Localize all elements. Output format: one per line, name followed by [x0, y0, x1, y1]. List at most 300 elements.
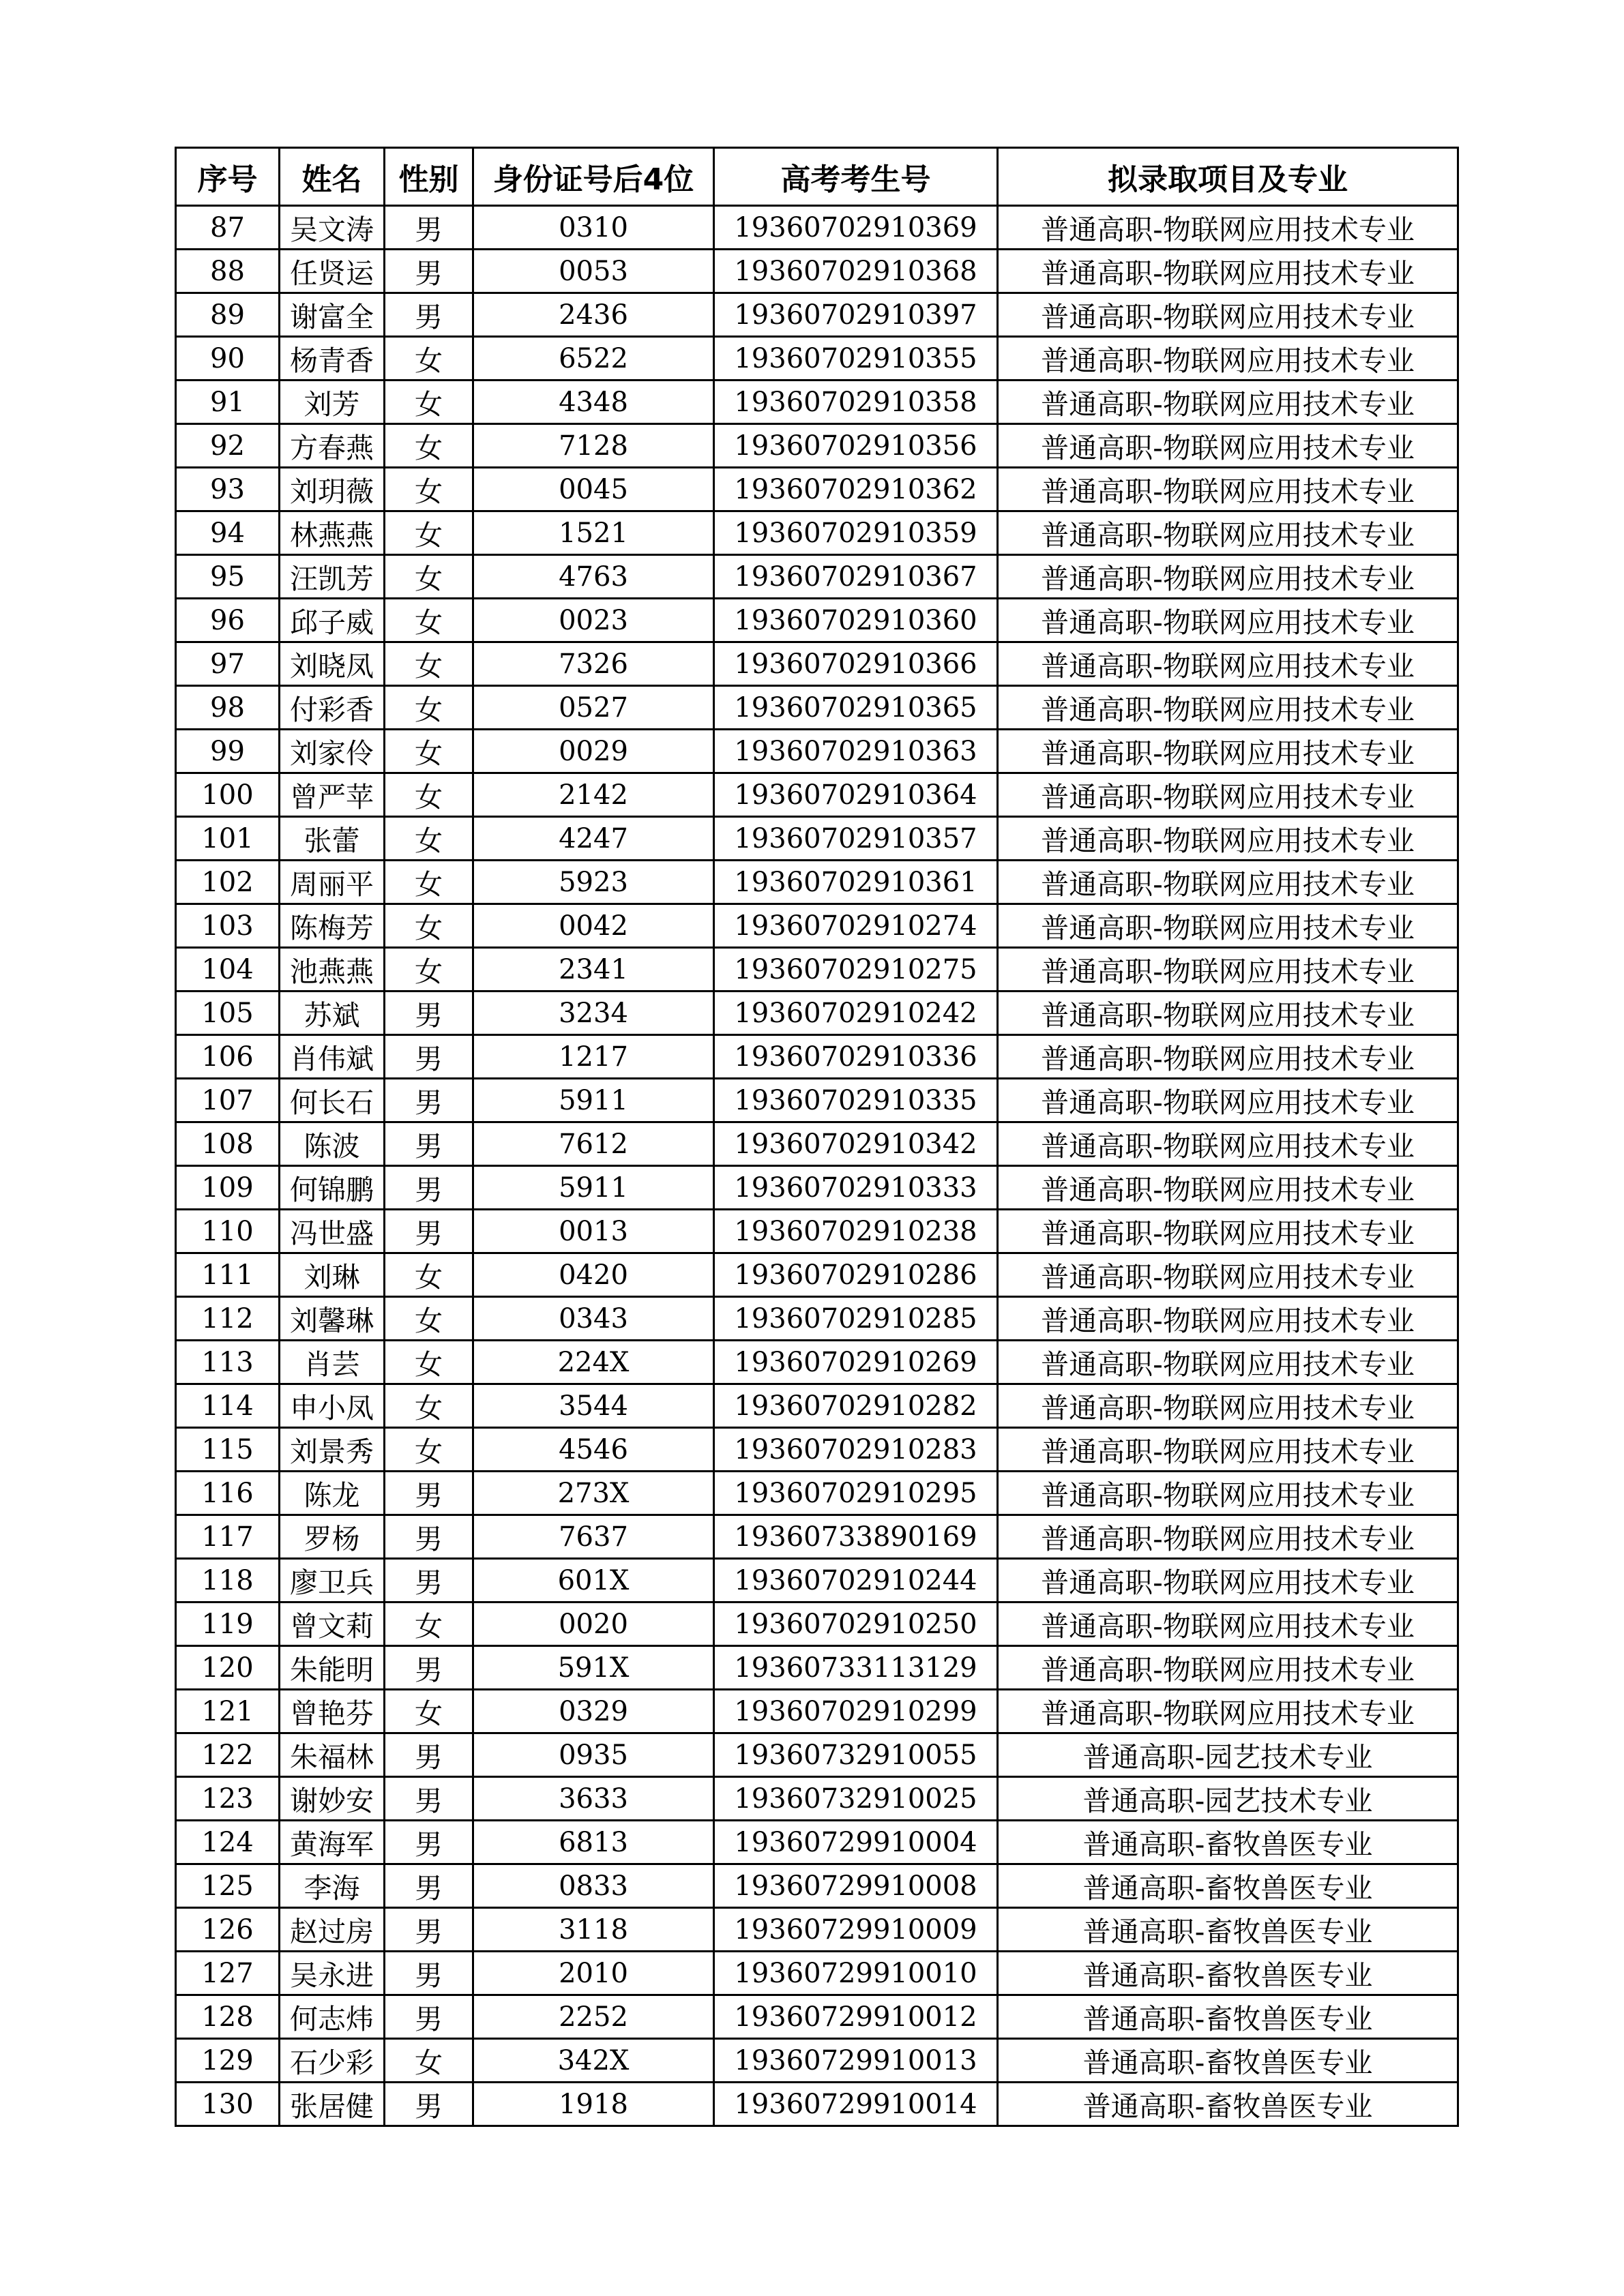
cell-name: 朱能明 [280, 1646, 385, 1690]
cell-exam-number: 19360702910357 [714, 817, 998, 861]
table-row [176, 1559, 1458, 1602]
cell-program: 普通高职-物联网应用技术专业 [998, 1602, 1458, 1646]
cell-gender: 女 [385, 511, 473, 555]
cell-gender: 男 [385, 1559, 473, 1602]
cell-gender: 女 [385, 555, 473, 599]
cell-exam-number: 19360702910364 [714, 773, 998, 817]
cell-exam-number: 19360729910010 [714, 1952, 998, 1995]
cell-gender: 女 [385, 1428, 473, 1472]
cell-exam-number: 19360702910250 [714, 1602, 998, 1646]
cell-index: 118 [176, 1559, 280, 1602]
cell-index: 114 [176, 1384, 280, 1428]
cell-index: 94 [176, 511, 280, 555]
cell-exam-number: 19360702910369 [714, 206, 998, 250]
cell-program: 普通高职-物联网应用技术专业 [998, 555, 1458, 599]
cell-gender: 男 [385, 1995, 473, 2039]
cell-id-last4: 7326 [473, 642, 714, 686]
table-row [176, 1777, 1458, 1821]
cell-gender: 女 [385, 1297, 473, 1341]
table-row [176, 2039, 1458, 2083]
cell-exam-number: 19360702910367 [714, 555, 998, 599]
cell-exam-number: 19360729910012 [714, 1995, 998, 2039]
cell-name: 刘家伶 [280, 730, 385, 773]
cell-program: 普通高职-物联网应用技术专业 [998, 206, 1458, 250]
cell-id-last4: 0310 [473, 206, 714, 250]
cell-index: 111 [176, 1253, 280, 1297]
table-row [176, 599, 1458, 642]
cell-id-last4: 2341 [473, 948, 714, 992]
header-row [176, 148, 1458, 206]
header-program: 拟录取项目及专业 [998, 148, 1458, 206]
cell-index: 101 [176, 817, 280, 861]
table-row [176, 1733, 1458, 1777]
table-row [176, 1384, 1458, 1428]
cell-gender: 男 [385, 1864, 473, 1908]
cell-exam-number: 19360702910335 [714, 1079, 998, 1122]
cell-index: 89 [176, 293, 280, 337]
cell-exam-number: 19360702910283 [714, 1428, 998, 1472]
cell-id-last4: 3633 [473, 1777, 714, 1821]
cell-index: 104 [176, 948, 280, 992]
cell-index: 103 [176, 904, 280, 948]
cell-name: 刘馨琳 [280, 1297, 385, 1341]
cell-program: 普通高职-物联网应用技术专业 [998, 773, 1458, 817]
cell-program: 普通高职-物联网应用技术专业 [998, 1079, 1458, 1122]
table-row [176, 1864, 1458, 1908]
cell-gender: 男 [385, 1122, 473, 1166]
table-row [176, 1035, 1458, 1079]
cell-name: 张蕾 [280, 817, 385, 861]
cell-id-last4: 5923 [473, 861, 714, 904]
header-gender: 性别 [385, 148, 473, 206]
cell-exam-number: 19360702910285 [714, 1297, 998, 1341]
table-row [176, 773, 1458, 817]
cell-name: 李海 [280, 1864, 385, 1908]
cell-index: 128 [176, 1995, 280, 2039]
cell-exam-number: 19360702910244 [714, 1559, 998, 1602]
cell-program: 普通高职-园艺技术专业 [998, 1777, 1458, 1821]
cell-program: 普通高职-畜牧兽医专业 [998, 1864, 1458, 1908]
table-row [176, 730, 1458, 773]
cell-name: 何长石 [280, 1079, 385, 1122]
cell-id-last4: 5911 [473, 1166, 714, 1210]
table-row [176, 381, 1458, 424]
cell-id-last4: 591X [473, 1646, 714, 1690]
cell-program: 普通高职-物联网应用技术专业 [998, 992, 1458, 1035]
cell-program: 普通高职-物联网应用技术专业 [998, 817, 1458, 861]
cell-id-last4: 0042 [473, 904, 714, 948]
cell-name: 刘芳 [280, 381, 385, 424]
table-row [176, 511, 1458, 555]
cell-index: 107 [176, 1079, 280, 1122]
cell-exam-number: 19360702910356 [714, 424, 998, 468]
cell-gender: 男 [385, 1777, 473, 1821]
cell-id-last4: 2436 [473, 293, 714, 337]
cell-index: 126 [176, 1908, 280, 1952]
cell-gender: 女 [385, 642, 473, 686]
table-row [176, 337, 1458, 381]
cell-gender: 女 [385, 337, 473, 381]
cell-gender: 女 [385, 424, 473, 468]
cell-program: 普通高职-物联网应用技术专业 [998, 511, 1458, 555]
cell-index: 87 [176, 206, 280, 250]
cell-program: 普通高职-物联网应用技术专业 [998, 293, 1458, 337]
cell-program: 普通高职-物联网应用技术专业 [998, 1690, 1458, 1733]
cell-index: 108 [176, 1122, 280, 1166]
cell-program: 普通高职-物联网应用技术专业 [998, 1253, 1458, 1297]
header-name: 姓名 [280, 148, 385, 206]
table-row [176, 468, 1458, 511]
cell-gender: 女 [385, 1690, 473, 1733]
table-row [176, 1472, 1458, 1515]
cell-id-last4: 224X [473, 1341, 714, 1384]
cell-exam-number: 19360702910242 [714, 992, 998, 1035]
table-row [176, 1602, 1458, 1646]
cell-program: 普通高职-物联网应用技术专业 [998, 1122, 1458, 1166]
cell-exam-number: 19360702910361 [714, 861, 998, 904]
cell-program: 普通高职-物联网应用技术专业 [998, 948, 1458, 992]
cell-name: 汪凯芳 [280, 555, 385, 599]
cell-program: 普通高职-物联网应用技术专业 [998, 1428, 1458, 1472]
cell-index: 110 [176, 1210, 280, 1253]
cell-id-last4: 0343 [473, 1297, 714, 1341]
cell-index: 119 [176, 1602, 280, 1646]
cell-name: 谢富全 [280, 293, 385, 337]
cell-id-last4: 2252 [473, 1995, 714, 2039]
cell-gender: 女 [385, 1384, 473, 1428]
table-row [176, 1341, 1458, 1384]
header-exam-number: 高考考生号 [714, 148, 998, 206]
cell-gender: 男 [385, 1821, 473, 1864]
table-row [176, 686, 1458, 730]
cell-index: 130 [176, 2083, 280, 2126]
table-row [176, 861, 1458, 904]
table-row [176, 1515, 1458, 1559]
cell-name: 陈龙 [280, 1472, 385, 1515]
table-row [176, 817, 1458, 861]
cell-id-last4: 601X [473, 1559, 714, 1602]
cell-program: 普通高职-畜牧兽医专业 [998, 1952, 1458, 1995]
cell-gender: 女 [385, 817, 473, 861]
table-row [176, 1428, 1458, 1472]
cell-id-last4: 7612 [473, 1122, 714, 1166]
cell-id-last4: 3118 [473, 1908, 714, 1952]
cell-gender: 女 [385, 599, 473, 642]
cell-name: 方春燕 [280, 424, 385, 468]
cell-program: 普通高职-物联网应用技术专业 [998, 1166, 1458, 1210]
cell-name: 付彩香 [280, 686, 385, 730]
cell-index: 100 [176, 773, 280, 817]
cell-gender: 女 [385, 904, 473, 948]
cell-name: 朱福林 [280, 1733, 385, 1777]
cell-program: 普通高职-物联网应用技术专业 [998, 1472, 1458, 1515]
cell-gender: 女 [385, 948, 473, 992]
cell-name: 冯世盛 [280, 1210, 385, 1253]
cell-id-last4: 4763 [473, 555, 714, 599]
cell-program: 普通高职-物联网应用技术专业 [998, 1035, 1458, 1079]
cell-name: 曾艳芬 [280, 1690, 385, 1733]
table-row [176, 555, 1458, 599]
cell-name: 石少彩 [280, 2039, 385, 2083]
cell-id-last4: 0023 [473, 599, 714, 642]
cell-gender: 男 [385, 293, 473, 337]
cell-gender: 男 [385, 1646, 473, 1690]
cell-id-last4: 342X [473, 2039, 714, 2083]
cell-program: 普通高职-畜牧兽医专业 [998, 2039, 1458, 2083]
cell-id-last4: 0013 [473, 1210, 714, 1253]
cell-program: 普通高职-畜牧兽医专业 [998, 2083, 1458, 2126]
cell-program: 普通高职-物联网应用技术专业 [998, 599, 1458, 642]
table-row [176, 206, 1458, 250]
cell-program: 普通高职-物联网应用技术专业 [998, 730, 1458, 773]
cell-id-last4: 4348 [473, 381, 714, 424]
cell-gender: 女 [385, 2039, 473, 2083]
cell-exam-number: 19360702910333 [714, 1166, 998, 1210]
cell-exam-number: 19360732910025 [714, 1777, 998, 1821]
cell-gender: 男 [385, 992, 473, 1035]
table-row [176, 1210, 1458, 1253]
cell-index: 129 [176, 2039, 280, 2083]
cell-index: 92 [176, 424, 280, 468]
cell-exam-number: 19360732910055 [714, 1733, 998, 1777]
cell-gender: 男 [385, 206, 473, 250]
cell-program: 普通高职-畜牧兽医专业 [998, 1821, 1458, 1864]
table-row [176, 1690, 1458, 1733]
cell-name: 林燕燕 [280, 511, 385, 555]
cell-exam-number: 19360702910360 [714, 599, 998, 642]
cell-name: 廖卫兵 [280, 1559, 385, 1602]
cell-exam-number: 19360702910342 [714, 1122, 998, 1166]
cell-name: 苏斌 [280, 992, 385, 1035]
cell-exam-number: 19360729910009 [714, 1908, 998, 1952]
cell-program: 普通高职-物联网应用技术专业 [998, 1646, 1458, 1690]
cell-name: 吴文涛 [280, 206, 385, 250]
cell-program: 普通高职-物联网应用技术专业 [998, 861, 1458, 904]
cell-exam-number: 19360702910238 [714, 1210, 998, 1253]
cell-gender: 女 [385, 1602, 473, 1646]
cell-index: 96 [176, 599, 280, 642]
cell-name: 刘玥薇 [280, 468, 385, 511]
cell-index: 109 [176, 1166, 280, 1210]
cell-gender: 男 [385, 1472, 473, 1515]
cell-program: 普通高职-物联网应用技术专业 [998, 250, 1458, 293]
cell-program: 普通高职-物联网应用技术专业 [998, 1297, 1458, 1341]
cell-index: 95 [176, 555, 280, 599]
cell-program: 普通高职-物联网应用技术专业 [998, 642, 1458, 686]
header-id-last4: 身份证号后4位 [473, 148, 714, 206]
cell-exam-number: 19360729910014 [714, 2083, 998, 2126]
cell-id-last4: 1918 [473, 2083, 714, 2126]
cell-name: 周丽平 [280, 861, 385, 904]
cell-id-last4: 0833 [473, 1864, 714, 1908]
cell-id-last4: 6522 [473, 337, 714, 381]
cell-id-last4: 2010 [473, 1952, 714, 1995]
cell-gender: 女 [385, 381, 473, 424]
cell-gender: 男 [385, 1908, 473, 1952]
cell-name: 刘晓凤 [280, 642, 385, 686]
table-row [176, 904, 1458, 948]
table-row [176, 1253, 1458, 1297]
table-row [176, 642, 1458, 686]
table-row [176, 1821, 1458, 1864]
cell-exam-number: 19360702910355 [714, 337, 998, 381]
cell-name: 曾严苹 [280, 773, 385, 817]
cell-program: 普通高职-物联网应用技术专业 [998, 1384, 1458, 1428]
cell-exam-number: 19360729910004 [714, 1821, 998, 1864]
cell-gender: 女 [385, 1253, 473, 1297]
cell-name: 张居健 [280, 2083, 385, 2126]
cell-gender: 男 [385, 1210, 473, 1253]
cell-id-last4: 6813 [473, 1821, 714, 1864]
cell-name: 赵过房 [280, 1908, 385, 1952]
cell-exam-number: 19360702910274 [714, 904, 998, 948]
cell-exam-number: 19360702910269 [714, 1341, 998, 1384]
cell-name: 何锦鹏 [280, 1166, 385, 1210]
cell-program: 普通高职-物联网应用技术专业 [998, 686, 1458, 730]
cell-exam-number: 19360702910286 [714, 1253, 998, 1297]
cell-name: 曾文莉 [280, 1602, 385, 1646]
table-row [176, 293, 1458, 337]
cell-index: 116 [176, 1472, 280, 1515]
cell-exam-number: 19360702910397 [714, 293, 998, 337]
cell-exam-number: 19360729910008 [714, 1864, 998, 1908]
cell-exam-number: 19360702910362 [714, 468, 998, 511]
cell-gender: 男 [385, 1952, 473, 1995]
table-row [176, 1297, 1458, 1341]
table-row [176, 1166, 1458, 1210]
table-row [176, 992, 1458, 1035]
cell-gender: 男 [385, 1166, 473, 1210]
cell-id-last4: 3234 [473, 992, 714, 1035]
cell-name: 杨青香 [280, 337, 385, 381]
admission-table [175, 147, 1459, 2127]
cell-index: 106 [176, 1035, 280, 1079]
cell-id-last4: 0045 [473, 468, 714, 511]
cell-exam-number: 19360702910295 [714, 1472, 998, 1515]
cell-index: 90 [176, 337, 280, 381]
table-row [176, 1995, 1458, 2039]
cell-gender: 男 [385, 1733, 473, 1777]
cell-name: 邱子威 [280, 599, 385, 642]
cell-exam-number: 19360702910275 [714, 948, 998, 992]
table-row [176, 1908, 1458, 1952]
cell-exam-number: 19360702910366 [714, 642, 998, 686]
cell-gender: 女 [385, 686, 473, 730]
cell-gender: 男 [385, 1079, 473, 1122]
cell-name: 何志炜 [280, 1995, 385, 2039]
cell-program: 普通高职-畜牧兽医专业 [998, 1995, 1458, 2039]
cell-id-last4: 0527 [473, 686, 714, 730]
cell-id-last4: 1521 [473, 511, 714, 555]
cell-name: 黄海军 [280, 1821, 385, 1864]
cell-id-last4: 0935 [473, 1733, 714, 1777]
table-row [176, 2083, 1458, 2126]
cell-exam-number: 19360702910282 [714, 1384, 998, 1428]
cell-program: 普通高职-物联网应用技术专业 [998, 1341, 1458, 1384]
table-row [176, 1646, 1458, 1690]
cell-name: 肖芸 [280, 1341, 385, 1384]
cell-index: 105 [176, 992, 280, 1035]
cell-id-last4: 0329 [473, 1690, 714, 1733]
cell-name: 刘琳 [280, 1253, 385, 1297]
cell-name: 谢妙安 [280, 1777, 385, 1821]
cell-id-last4: 3544 [473, 1384, 714, 1428]
cell-id-last4: 7637 [473, 1515, 714, 1559]
cell-id-last4: 7128 [473, 424, 714, 468]
cell-index: 91 [176, 381, 280, 424]
cell-id-last4: 0020 [473, 1602, 714, 1646]
cell-id-last4: 0053 [473, 250, 714, 293]
cell-id-last4: 4247 [473, 817, 714, 861]
cell-program: 普通高职-物联网应用技术专业 [998, 468, 1458, 511]
cell-name: 申小凤 [280, 1384, 385, 1428]
cell-id-last4: 273X [473, 1472, 714, 1515]
cell-exam-number: 19360702910336 [714, 1035, 998, 1079]
cell-id-last4: 0420 [473, 1253, 714, 1297]
cell-program: 普通高职-物联网应用技术专业 [998, 337, 1458, 381]
cell-program: 普通高职-物联网应用技术专业 [998, 1210, 1458, 1253]
cell-gender: 女 [385, 1341, 473, 1384]
cell-program: 普通高职-物联网应用技术专业 [998, 1559, 1458, 1602]
cell-exam-number: 19360729910013 [714, 2039, 998, 2083]
table-row [176, 1122, 1458, 1166]
cell-id-last4: 1217 [473, 1035, 714, 1079]
cell-index: 102 [176, 861, 280, 904]
cell-index: 99 [176, 730, 280, 773]
cell-index: 121 [176, 1690, 280, 1733]
cell-gender: 男 [385, 1035, 473, 1079]
cell-index: 124 [176, 1821, 280, 1864]
cell-id-last4: 5911 [473, 1079, 714, 1122]
cell-program: 普通高职-物联网应用技术专业 [998, 424, 1458, 468]
cell-name: 刘景秀 [280, 1428, 385, 1472]
cell-program: 普通高职-园艺技术专业 [998, 1733, 1458, 1777]
header-index: 序号 [176, 148, 280, 206]
cell-exam-number: 19360702910359 [714, 511, 998, 555]
cell-index: 122 [176, 1733, 280, 1777]
cell-gender: 女 [385, 773, 473, 817]
cell-exam-number: 19360702910299 [714, 1690, 998, 1733]
cell-id-last4: 2142 [473, 773, 714, 817]
cell-program: 普通高职-物联网应用技术专业 [998, 381, 1458, 424]
cell-index: 115 [176, 1428, 280, 1472]
cell-name: 陈波 [280, 1122, 385, 1166]
cell-exam-number: 19360702910368 [714, 250, 998, 293]
cell-name: 陈梅芳 [280, 904, 385, 948]
cell-gender: 女 [385, 468, 473, 511]
cell-gender: 男 [385, 1515, 473, 1559]
cell-exam-number: 19360733113129 [714, 1646, 998, 1690]
cell-name: 肖伟斌 [280, 1035, 385, 1079]
table-row [176, 250, 1458, 293]
cell-program: 普通高职-物联网应用技术专业 [998, 904, 1458, 948]
cell-exam-number: 19360702910365 [714, 686, 998, 730]
cell-gender: 男 [385, 250, 473, 293]
cell-name: 池燕燕 [280, 948, 385, 992]
cell-gender: 女 [385, 861, 473, 904]
cell-program: 普通高职-畜牧兽医专业 [998, 1908, 1458, 1952]
cell-exam-number: 19360702910363 [714, 730, 998, 773]
table-row [176, 1952, 1458, 1995]
cell-index: 97 [176, 642, 280, 686]
table-row [176, 424, 1458, 468]
cell-id-last4: 0029 [473, 730, 714, 773]
cell-gender: 女 [385, 730, 473, 773]
cell-gender: 男 [385, 2083, 473, 2126]
cell-exam-number: 19360702910358 [714, 381, 998, 424]
cell-index: 117 [176, 1515, 280, 1559]
cell-index: 127 [176, 1952, 280, 1995]
